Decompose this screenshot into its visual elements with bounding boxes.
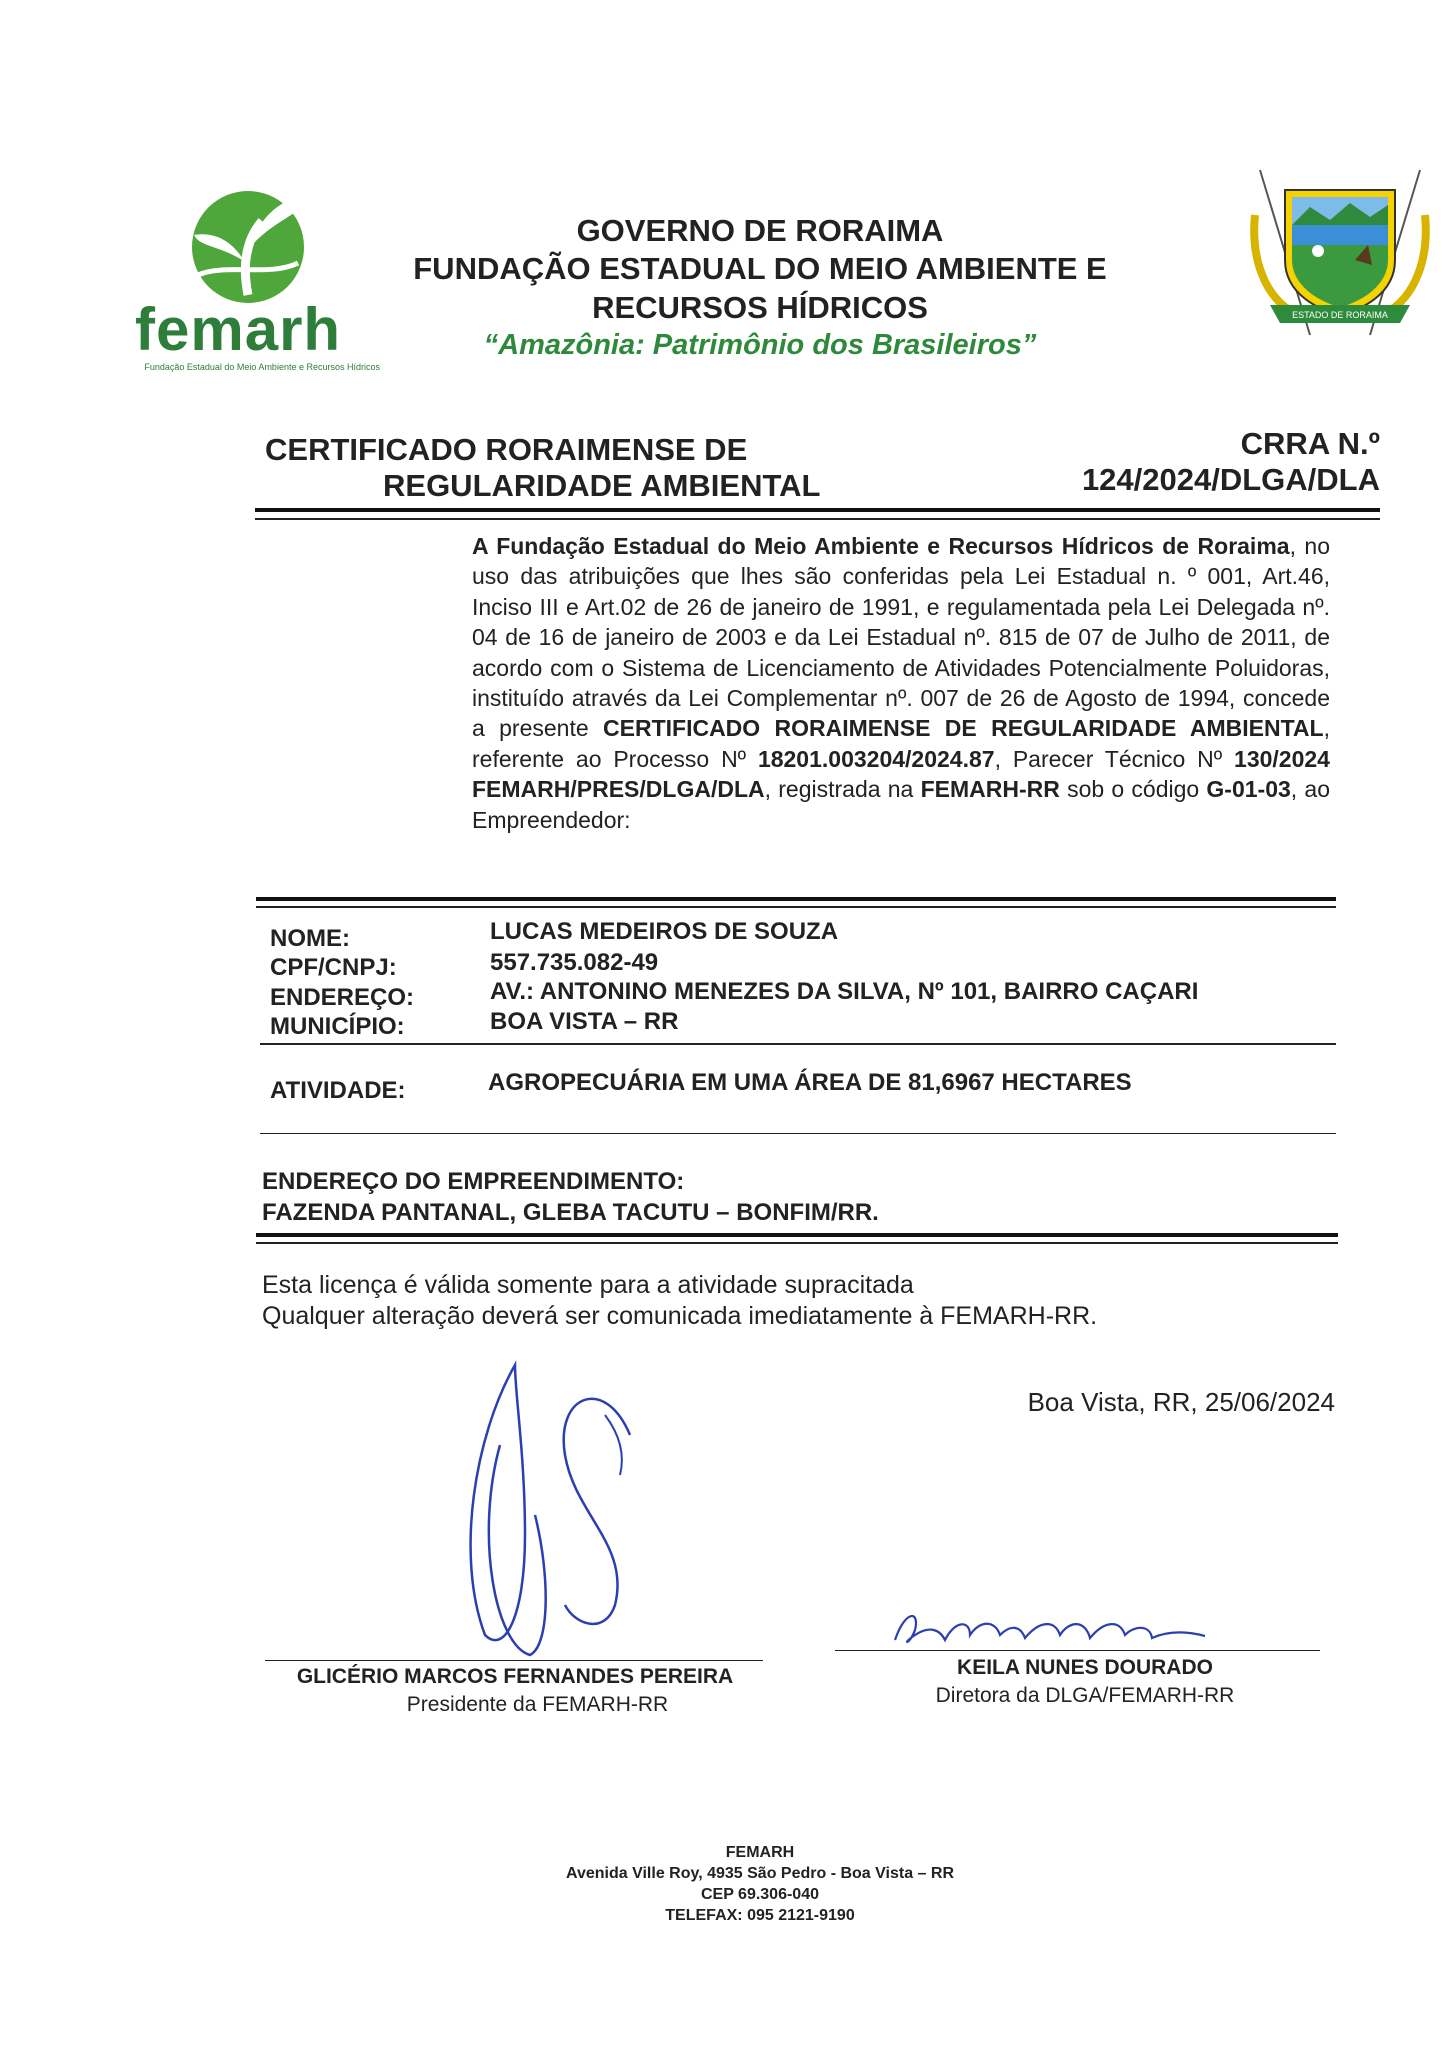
certificate-name: CERTIFICADO RORAIMENSE DE REGULARIDADE AMBIENTAL (603, 715, 1324, 742)
director-signature-line (835, 1650, 1320, 1651)
header-line-1: GOVERNO DE RORAIMA (576, 213, 944, 248)
name-label: NOME: (270, 925, 350, 952)
certificate-body-paragraph: A Fundação Estadual do Meio Ambiente e Recursos Hídricos de Roraima, no uso das atribuições que lhes são conferidas pela Lei Estadual n. º 001, Art.46, Inciso III e Art.02 de 26 de janeiro de 1991, e regulamentada pela Lei Delegada nº. 04 de 16 de janeiro de 2003 e da Lei Estadual nº. 815 de 07 de Julho de 2011, de acordo com o Sistema de Licenciamento de Atividades Potencialmente Poluidoras, instituído através da Lei Complementar nº. 007 de 26 de Agosto de 1994, concede a presente CERTIFICADO RORAIMENSE DE REGULARIDADE AMBIENTAL, referente ao Processo Nº 18201.003204/2024.87, Parecer Técnico Nº 130/2024 FEMARH/PRES/DLGA/DLA, registrada na FEMARH-RR sob o código G-01-03, ao Empreendedor: (472, 533, 1330, 833)
footer-address: Avenida Ville Roy, 4935 São Pedro - Boa Vista – RR (566, 1865, 954, 1882)
title-rule-top (255, 508, 1380, 512)
director-role: Diretora da DLGA/FEMARH-RR (935, 1684, 1235, 1707)
activity-rule (260, 1133, 1336, 1134)
header-line-2: FUNDAÇÃO ESTADUAL DO MEIO AMBIENTE E (413, 251, 1107, 286)
footer-phone: TELEFAX: 095 2121-9190 (665, 1907, 855, 1924)
address-label: ENDEREÇO: (270, 984, 415, 1011)
certificate-title-line-1: CERTIFICADO RORAIMENSE DE (265, 432, 748, 467)
process-number: 18201.003204/2024.87 (757, 745, 995, 772)
femarh-ref: FEMARH-RR (920, 776, 1060, 803)
activity-value: AGROPECUÁRIA EM UMA ÁREA DE 81,6967 HECTARES (488, 1069, 1132, 1096)
president-signature-icon (455, 1355, 665, 1665)
header-slogan: “Amazônia: Patrimônio dos Brasileiros” (483, 329, 1037, 361)
director-name: KEILA NUNES DOURADO (957, 1656, 1213, 1679)
president-signature-line (265, 1660, 763, 1661)
entrepreneur-rule-top-2 (256, 906, 1336, 908)
logo-wordmark: femarh (135, 296, 342, 363)
issue-date: Boa Vista, RR, 25/06/2024 (1027, 1387, 1335, 1417)
validity-note-line-1: Esta licença é válida somente para a atividade supracitada (262, 1271, 914, 1299)
title-rule-bottom (255, 518, 1380, 520)
parecer-number: 130/2024 FEMARH/PRES/DLGA/DLA (472, 745, 1330, 803)
activity-code: G-01-03 (1206, 776, 1291, 803)
enterprise-rule-2 (256, 1242, 1338, 1244)
director-signature-icon (890, 1600, 1220, 1660)
org-name: A Fundação Estadual do Meio Ambiente e Recursos Hídricos de Roraima (472, 533, 1290, 559)
validity-note-line-2: Qualquer alteração deverá ser comunicada imediatamente à FEMARH-RR. (262, 1302, 1098, 1330)
activity-label: ATIVIDADE: (270, 1077, 406, 1104)
president-name: GLICÉRIO MARCOS FERNANDES PEREIRA (296, 1665, 734, 1688)
president-role: Presidente da FEMARH-RR (406, 1693, 669, 1716)
certificate-number-label: CRRA N.º (1240, 426, 1380, 461)
name-value: LUCAS MEDEIROS DE SOUZA (490, 918, 839, 945)
enterprise-address-value: FAZENDA PANTANAL, GLEBA TACUTU – BONFIM/RR. (262, 1199, 879, 1226)
logo-subtitle: Fundação Estadual do Meio Ambiente e Recursos Hídricos (144, 362, 380, 372)
certificate-title-line-2: REGULARIDADE AMBIENTAL (383, 468, 821, 503)
header-line-3: RECURSOS HÍDRICOS (592, 290, 928, 325)
entrepreneur-rule-mid (260, 1043, 1336, 1045)
footer-cep: CEP 69.306-040 (700, 1886, 819, 1903)
enterprise-rule (256, 1233, 1338, 1237)
cpf-value: 557.735.082-49 (490, 949, 659, 976)
city-label: MUNICÍPIO: (270, 1013, 405, 1040)
enterprise-address-label: ENDEREÇO DO EMPREENDIMENTO: (262, 1168, 685, 1195)
crest-ribbon-text: ESTADO DE RORAIMA (1292, 310, 1388, 320)
roraima-crest-icon (1240, 165, 1440, 345)
certificate-number-value: 124/2024/DLGA/DLA (1081, 462, 1380, 497)
entrepreneur-rule-top (256, 897, 1336, 901)
address-value: AV.: ANTONINO MENEZES DA SILVA, Nº 101, BAIRRO CAÇARI (490, 978, 1199, 1005)
city-value: BOA VISTA – RR (490, 1008, 679, 1035)
footer-org: FEMARH (725, 1844, 795, 1861)
cpf-label: CPF/CNPJ: (270, 954, 397, 981)
